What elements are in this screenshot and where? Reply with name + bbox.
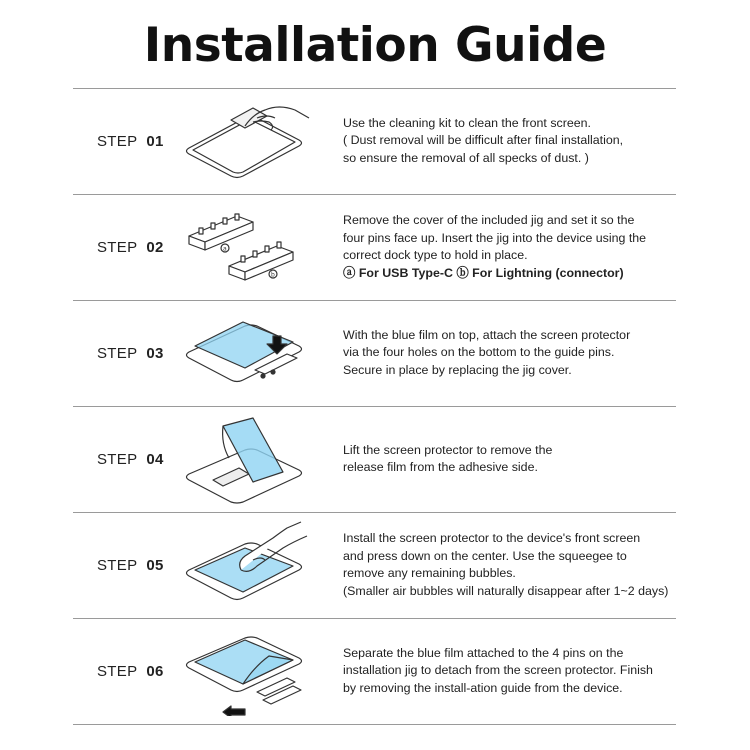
description-line: correct dock type to hold in place. — [343, 248, 528, 262]
step-06 — [73, 618, 676, 724]
step-label — [97, 194, 164, 300]
step-02 — [73, 194, 676, 300]
description-line: (Smaller air bubbles will naturally disappear after 1~2 days) — [343, 583, 669, 598]
step-01 — [73, 88, 676, 194]
step-description — [343, 194, 683, 300]
divider — [73, 724, 676, 725]
step-number: 06 — [146, 662, 164, 680]
step-description — [343, 618, 683, 724]
step-number: 01 — [146, 132, 164, 150]
step-description — [343, 406, 683, 512]
step-word: STEP — [97, 238, 138, 256]
step-description — [343, 512, 683, 618]
step-word: STEP — [97, 344, 138, 362]
step-number: 02 — [146, 238, 164, 256]
phone-film-attach-icon — [183, 308, 313, 398]
description-line: remove any remaining bubbles. — [343, 566, 516, 580]
description-line: four pins face up. Insert the jig into the device using the — [343, 230, 647, 245]
description-line: Lift the screen protector to remove the — [343, 442, 553, 457]
description-line: and press down on the center. Use the squeegee to — [343, 548, 627, 563]
step-number: 03 — [146, 344, 164, 362]
phone-cleaning-icon — [183, 96, 313, 186]
svg-text:b: b — [271, 271, 275, 279]
description-line: by removing the install-ation guide from the device. — [343, 680, 623, 695]
description-line: Install the screen protector to the device's front screen — [343, 531, 641, 545]
description-line: release film from the adhesive side. — [343, 460, 538, 474]
phone-press-icon — [183, 520, 313, 610]
description-line: Use the cleaning kit to clean the front screen. — [343, 115, 591, 130]
phone-film-remove-icon — [183, 626, 313, 716]
step-label — [97, 300, 164, 406]
step-description — [343, 300, 683, 406]
description-line: ( Dust removal will be difficult after final installation, — [343, 133, 624, 148]
description-line: With the blue film on top, attach the screen protector — [343, 327, 631, 342]
jig-icon — [183, 202, 313, 292]
step-word: STEP — [97, 450, 138, 468]
step-description — [343, 88, 683, 194]
step-number: 04 — [146, 450, 164, 468]
step-label — [97, 406, 164, 512]
svg-text:a: a — [223, 245, 227, 253]
step-label — [97, 512, 164, 618]
step-05 — [73, 512, 676, 618]
phone-film-lift-icon — [183, 414, 313, 504]
description-line: Secure in place by replacing the jig cover. — [343, 362, 572, 377]
step-word: STEP — [97, 662, 138, 680]
page-title: Installation Guide — [143, 18, 607, 73]
step-04 — [73, 406, 676, 512]
step-word: STEP — [97, 132, 138, 150]
description-line: installation jig to detach from the screen protector. Finish — [343, 663, 653, 678]
dock-type-note: ⓐ For USB Type-C ⓑ For Lightning (connector) — [343, 265, 624, 280]
description-line: so ensure the removal of all specks of dust. ) — [343, 150, 589, 165]
description-line: via the four holes on the bottom to the guide pins. — [343, 345, 615, 360]
step-number: 05 — [146, 556, 164, 574]
description-line: Remove the cover of the included jig and set it so the — [343, 213, 635, 227]
step-03 — [73, 300, 676, 406]
step-label — [97, 88, 164, 194]
step-label — [97, 618, 164, 724]
step-word: STEP — [97, 556, 138, 574]
description-line: Separate the blue film attached to the 4 pins on the — [343, 645, 624, 660]
